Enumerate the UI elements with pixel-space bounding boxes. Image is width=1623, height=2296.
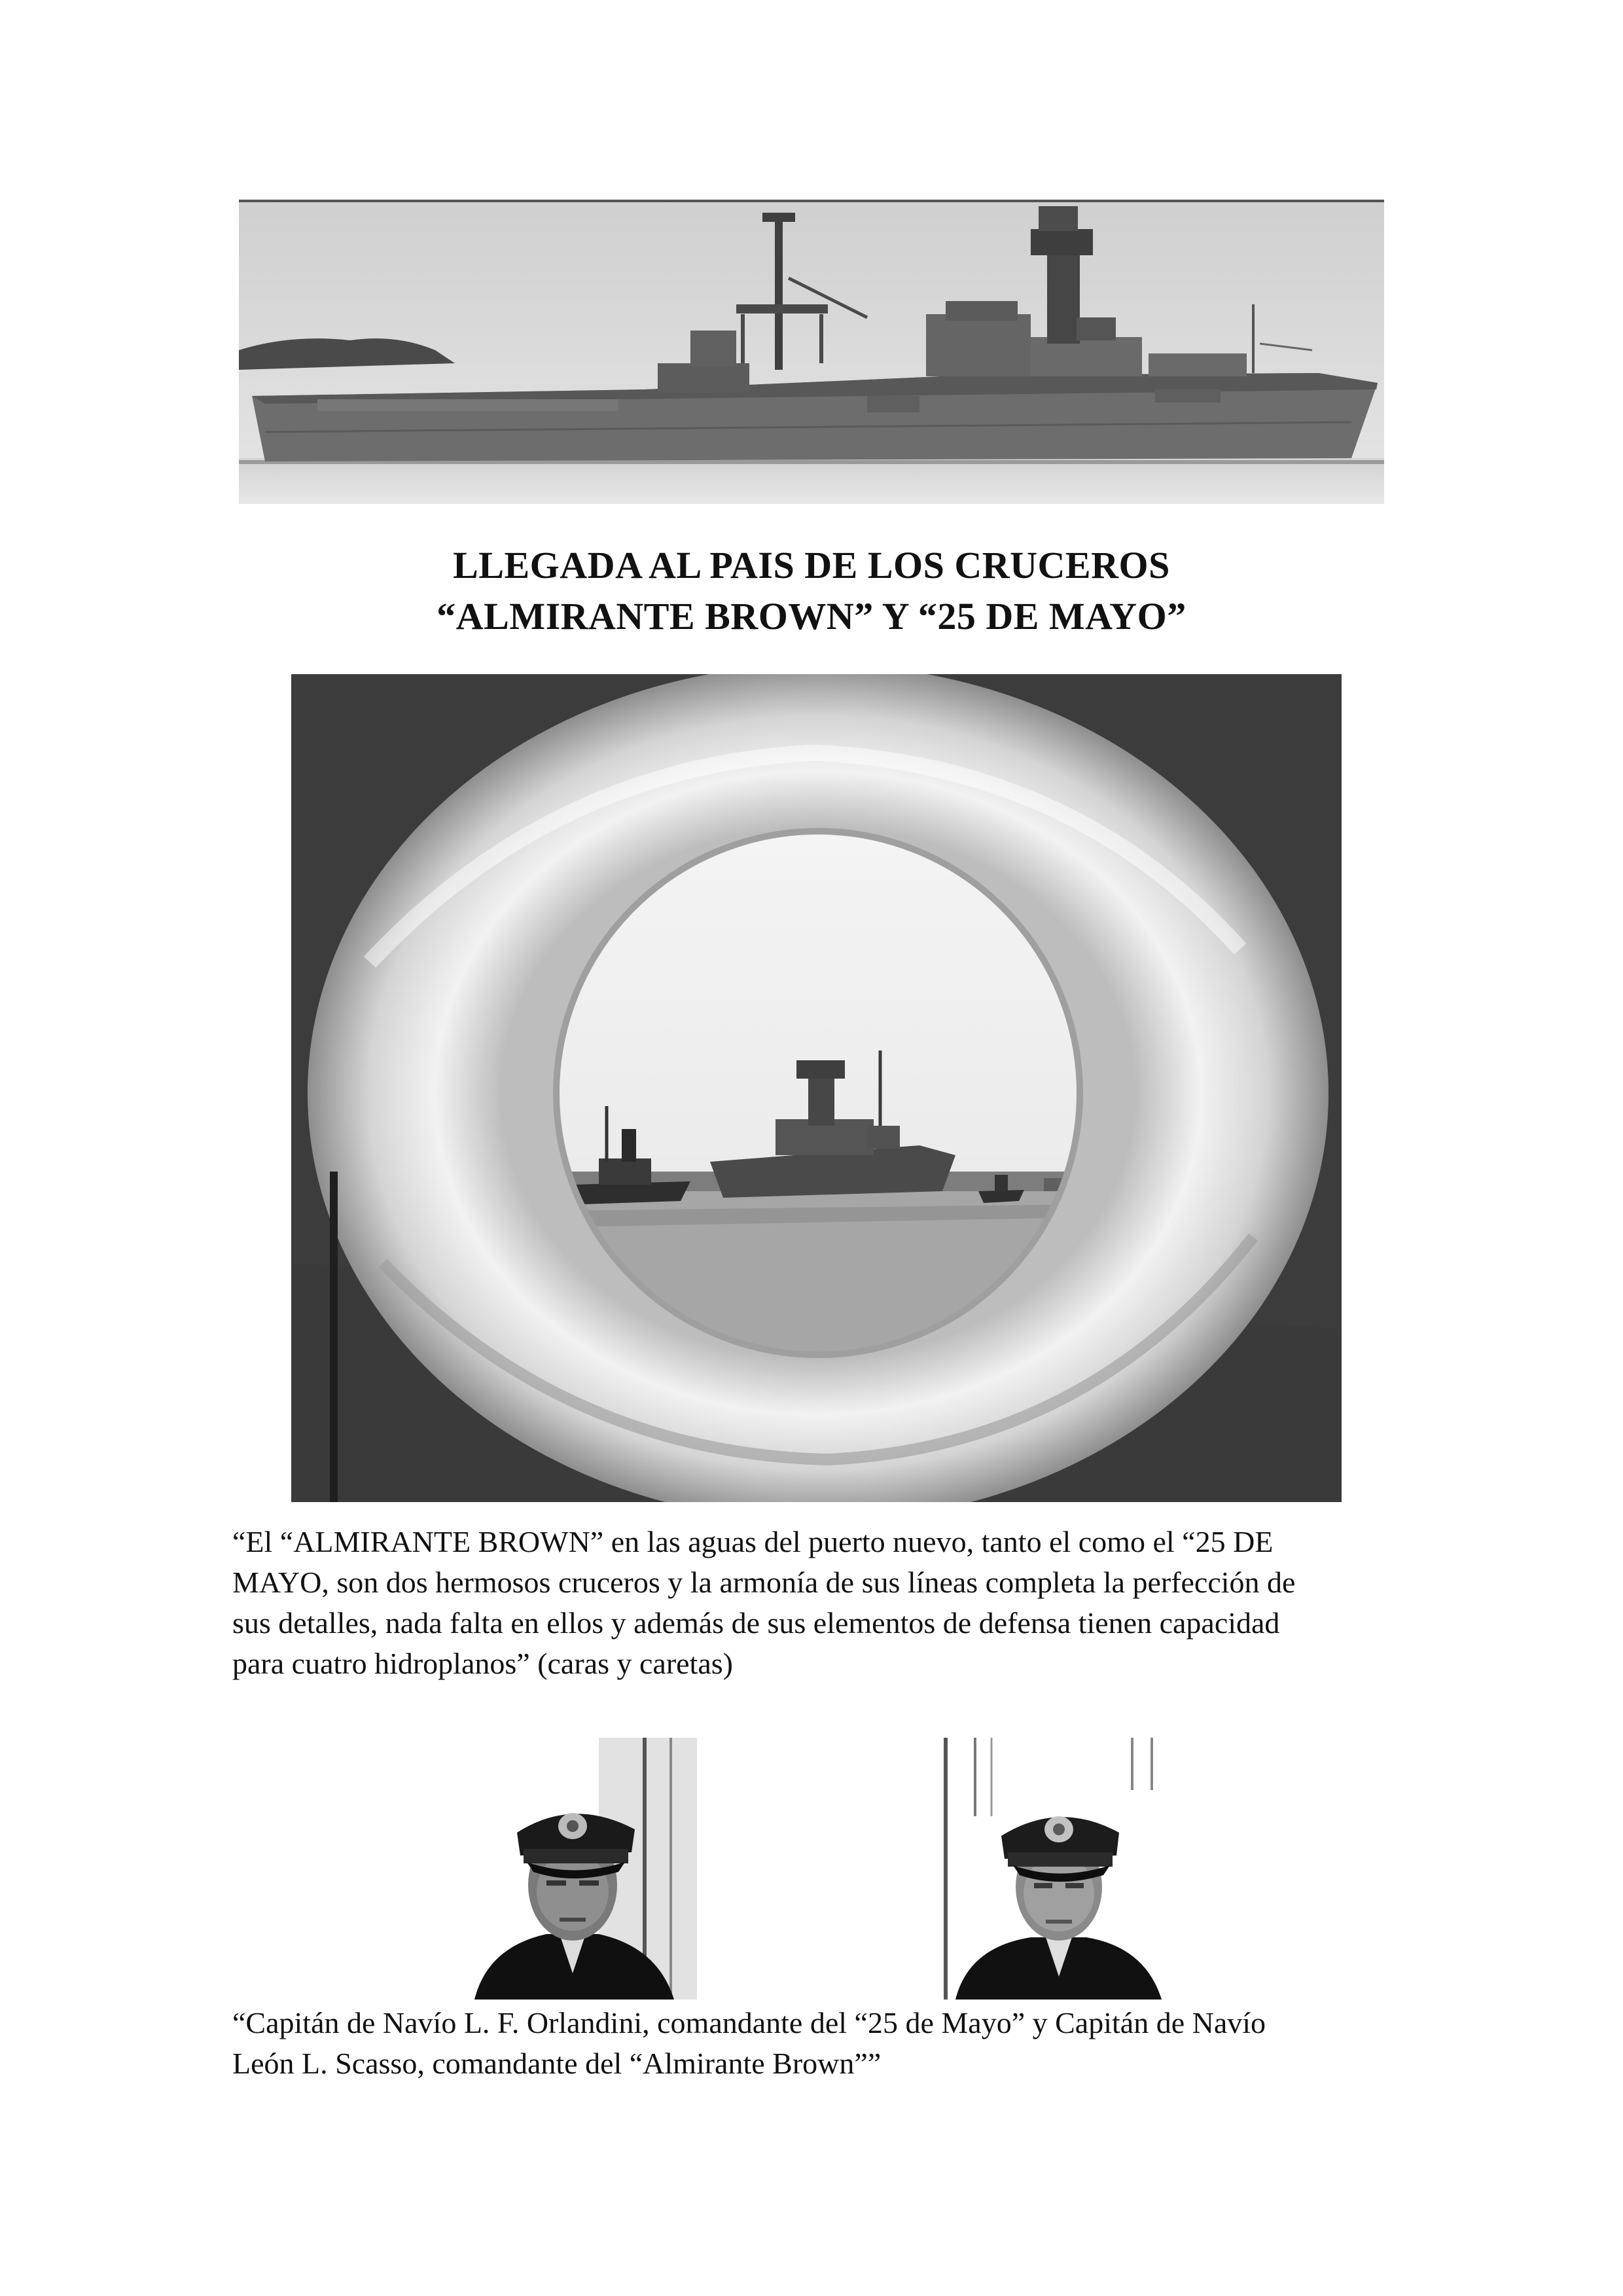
caption-line: “El “ALMIRANTE BROWN” en las aguas del puerto nuevo, tanto el como el “25 DE bbox=[232, 1525, 1274, 1558]
captain-orlandini-portrait bbox=[448, 1738, 697, 2000]
title-line-2: “ALMIRANTE BROWN” Y “25 DE MAYO” bbox=[437, 595, 1186, 637]
captains-caption bbox=[232, 2003, 1410, 2084]
cruiser-caption bbox=[232, 1522, 1410, 1684]
cruiser-side-photo bbox=[239, 200, 1384, 504]
title-line-1: LLEGADA AL PAIS DE LOS CRUCEROS bbox=[453, 544, 1170, 586]
caption-line: León L. Scasso, comandante del “Almirante Brown”” bbox=[232, 2047, 882, 2080]
captain-scasso-portrait bbox=[936, 1738, 1181, 2000]
caption-line: sus detalles, nada falta en ellos y además de sus elementos de defensa tienen capacidad bbox=[232, 1606, 1280, 1640]
page-title bbox=[0, 540, 1623, 642]
caption-line: MAYO, son dos hermosos cruceros y la armonía de sus líneas completa la perfección de bbox=[232, 1566, 1296, 1599]
caption-line: “Capitán de Navío L. F. Orlandini, comandante del “25 de Mayo” y Capitán de Navío bbox=[232, 2006, 1266, 2039]
lifebuoy-cruiser-photo bbox=[291, 674, 1342, 1502]
caption-line: para cuatro hidroplanos” (caras y caretas) bbox=[232, 1647, 733, 1680]
